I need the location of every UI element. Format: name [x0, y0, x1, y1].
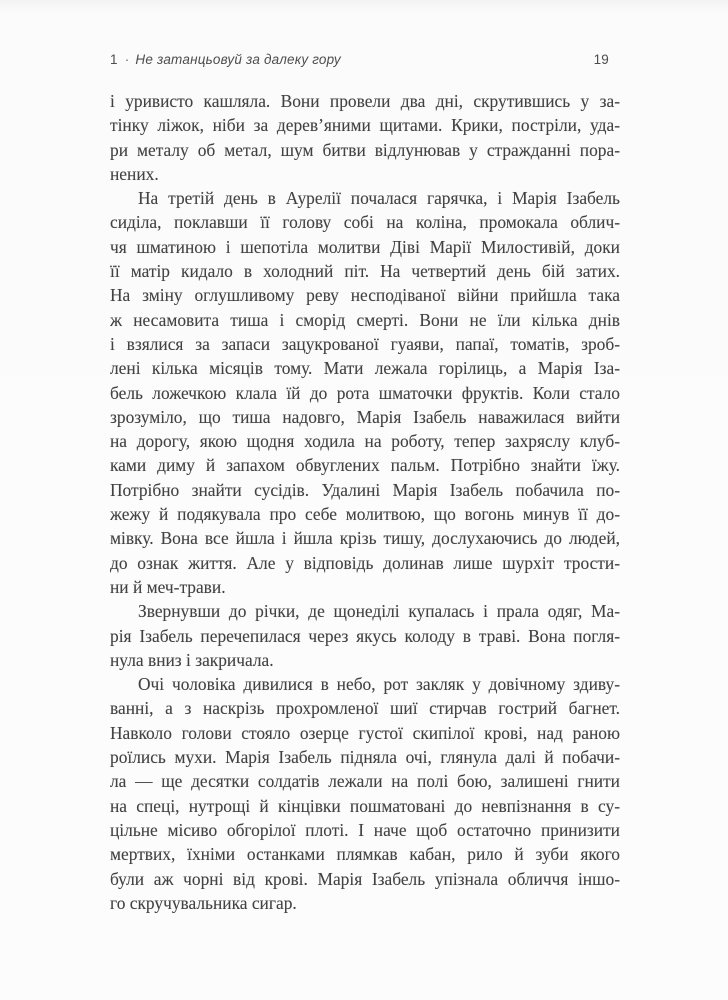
text-line: і уривисто кашляла. Вони провели два дні, скрутившись у за- — [110, 91, 620, 111]
text-line: мівку. Вона все йшла і йшла крізь тишу, дослухаючись до людей, — [110, 528, 620, 549]
text-line: на спеці, нутрощі й кінцівки пошматовані до невпізнання в су- — [110, 795, 620, 816]
text-line: ж несамовита тиша і сморід смерті. Вони не їли кілька днів — [110, 309, 620, 330]
text-line: до ознак життя. Але у відповідь долинав лише шурхіт трости- — [110, 552, 620, 573]
chapter-title: Не затанцьовуй за далеку гору — [135, 52, 341, 67]
text-line: Звернувши до річки, де щонеділі купалась і прала одяг, Ма- — [138, 601, 620, 622]
page-number: 19 — [593, 52, 609, 67]
text-line: її матір кидало в холодний піт. На четвертий день бій затих. — [110, 261, 620, 282]
text-line: цільне місиво обгорілої плоті. І наче щоб остаточно принизити — [110, 819, 620, 840]
chapter-reference — [110, 52, 341, 67]
text-line: мертвих, їхніми останками плямкав кабан, рило й зуби якого — [110, 844, 620, 865]
text-line: сиділа, поклавши її голову собі на коліна, промокала облич- — [110, 212, 620, 233]
text-line: ла — ще десятки солдатів лежали на полі бою, залишені гнити — [110, 771, 620, 792]
text-line: ванні, а з наскрізь прохромленої шиї стирчав гострий багнет. — [110, 698, 620, 719]
text-line: На третій день в Аурелії почалася гарячка, і Марія Ізабель — [138, 188, 620, 209]
page-body — [110, 89, 620, 915]
text-line: роїлись мухи. Марія Ізабель підняла очі, глянула далі й побачи- — [110, 747, 620, 768]
text-line: На зміну оглушливому реву несподіваної війни прийшла така — [110, 285, 620, 306]
text-line: були аж чорні від крові. Марія Ізабель упізнала обличчя іншо- — [110, 868, 620, 889]
text-line: го скручувальника сигар. — [110, 892, 297, 913]
text-line: на дорогу, якою щодня ходила на роботу, тепер захряслу клуб- — [110, 431, 620, 452]
text-line: і взялися за запаси зацукрованої гуаяви, папаї, томатів, зроб- — [110, 333, 620, 354]
text-line: ни й меч-трави. — [110, 576, 226, 597]
paragraph — [110, 186, 620, 599]
text-line: лені кілька місяців тому. Мати лежала горілиць, а Марія Іза- — [110, 358, 620, 379]
text-line: рія Ізабель перечепилася через якусь колоду в траві. Вона погля- — [110, 625, 620, 646]
page-header — [110, 52, 620, 67]
paragraph — [110, 672, 620, 915]
text-line: чя шматиною і шепотіла молитви Діві Марії Милостивій, доки — [110, 236, 620, 257]
text-line: зрозуміло, що тиша надовго, Марія Ізабель наважилася вийти — [110, 406, 620, 427]
text-line: бель ложечкою клала їй до рота шматочки фруктів. Коли стало — [110, 382, 620, 403]
text-line: ри металу об метал, шум битви відлунював у стражданні пора- — [110, 139, 620, 160]
paragraph — [110, 89, 620, 186]
chapter-number: 1 — [110, 52, 118, 67]
paragraph — [110, 599, 620, 672]
text-line: ками диму й запахом обвуглених пальм. Потрібно знайти їжу. — [110, 455, 620, 476]
text-line: Очі чоловіка дивилися в небо, рот закляк у довічному здиву- — [138, 674, 620, 695]
text-line: Потрібно знайти сусідів. Удалині Марія Ізабель побачила по- — [110, 479, 620, 500]
header-separator: · — [124, 52, 130, 67]
text-line: нених. — [110, 163, 159, 184]
text-line: нула вниз і закричала. — [110, 649, 274, 670]
text-line: жежу й подякувала про себе молитвою, що вогонь минув її до- — [110, 504, 620, 525]
text-line: тінку ліжок, ніби за дерев’яними щитами. Крики, постріли, уда- — [110, 115, 620, 136]
text-line: Навколо голови стояло озерце густої скипілої крові, над раною — [110, 722, 620, 743]
